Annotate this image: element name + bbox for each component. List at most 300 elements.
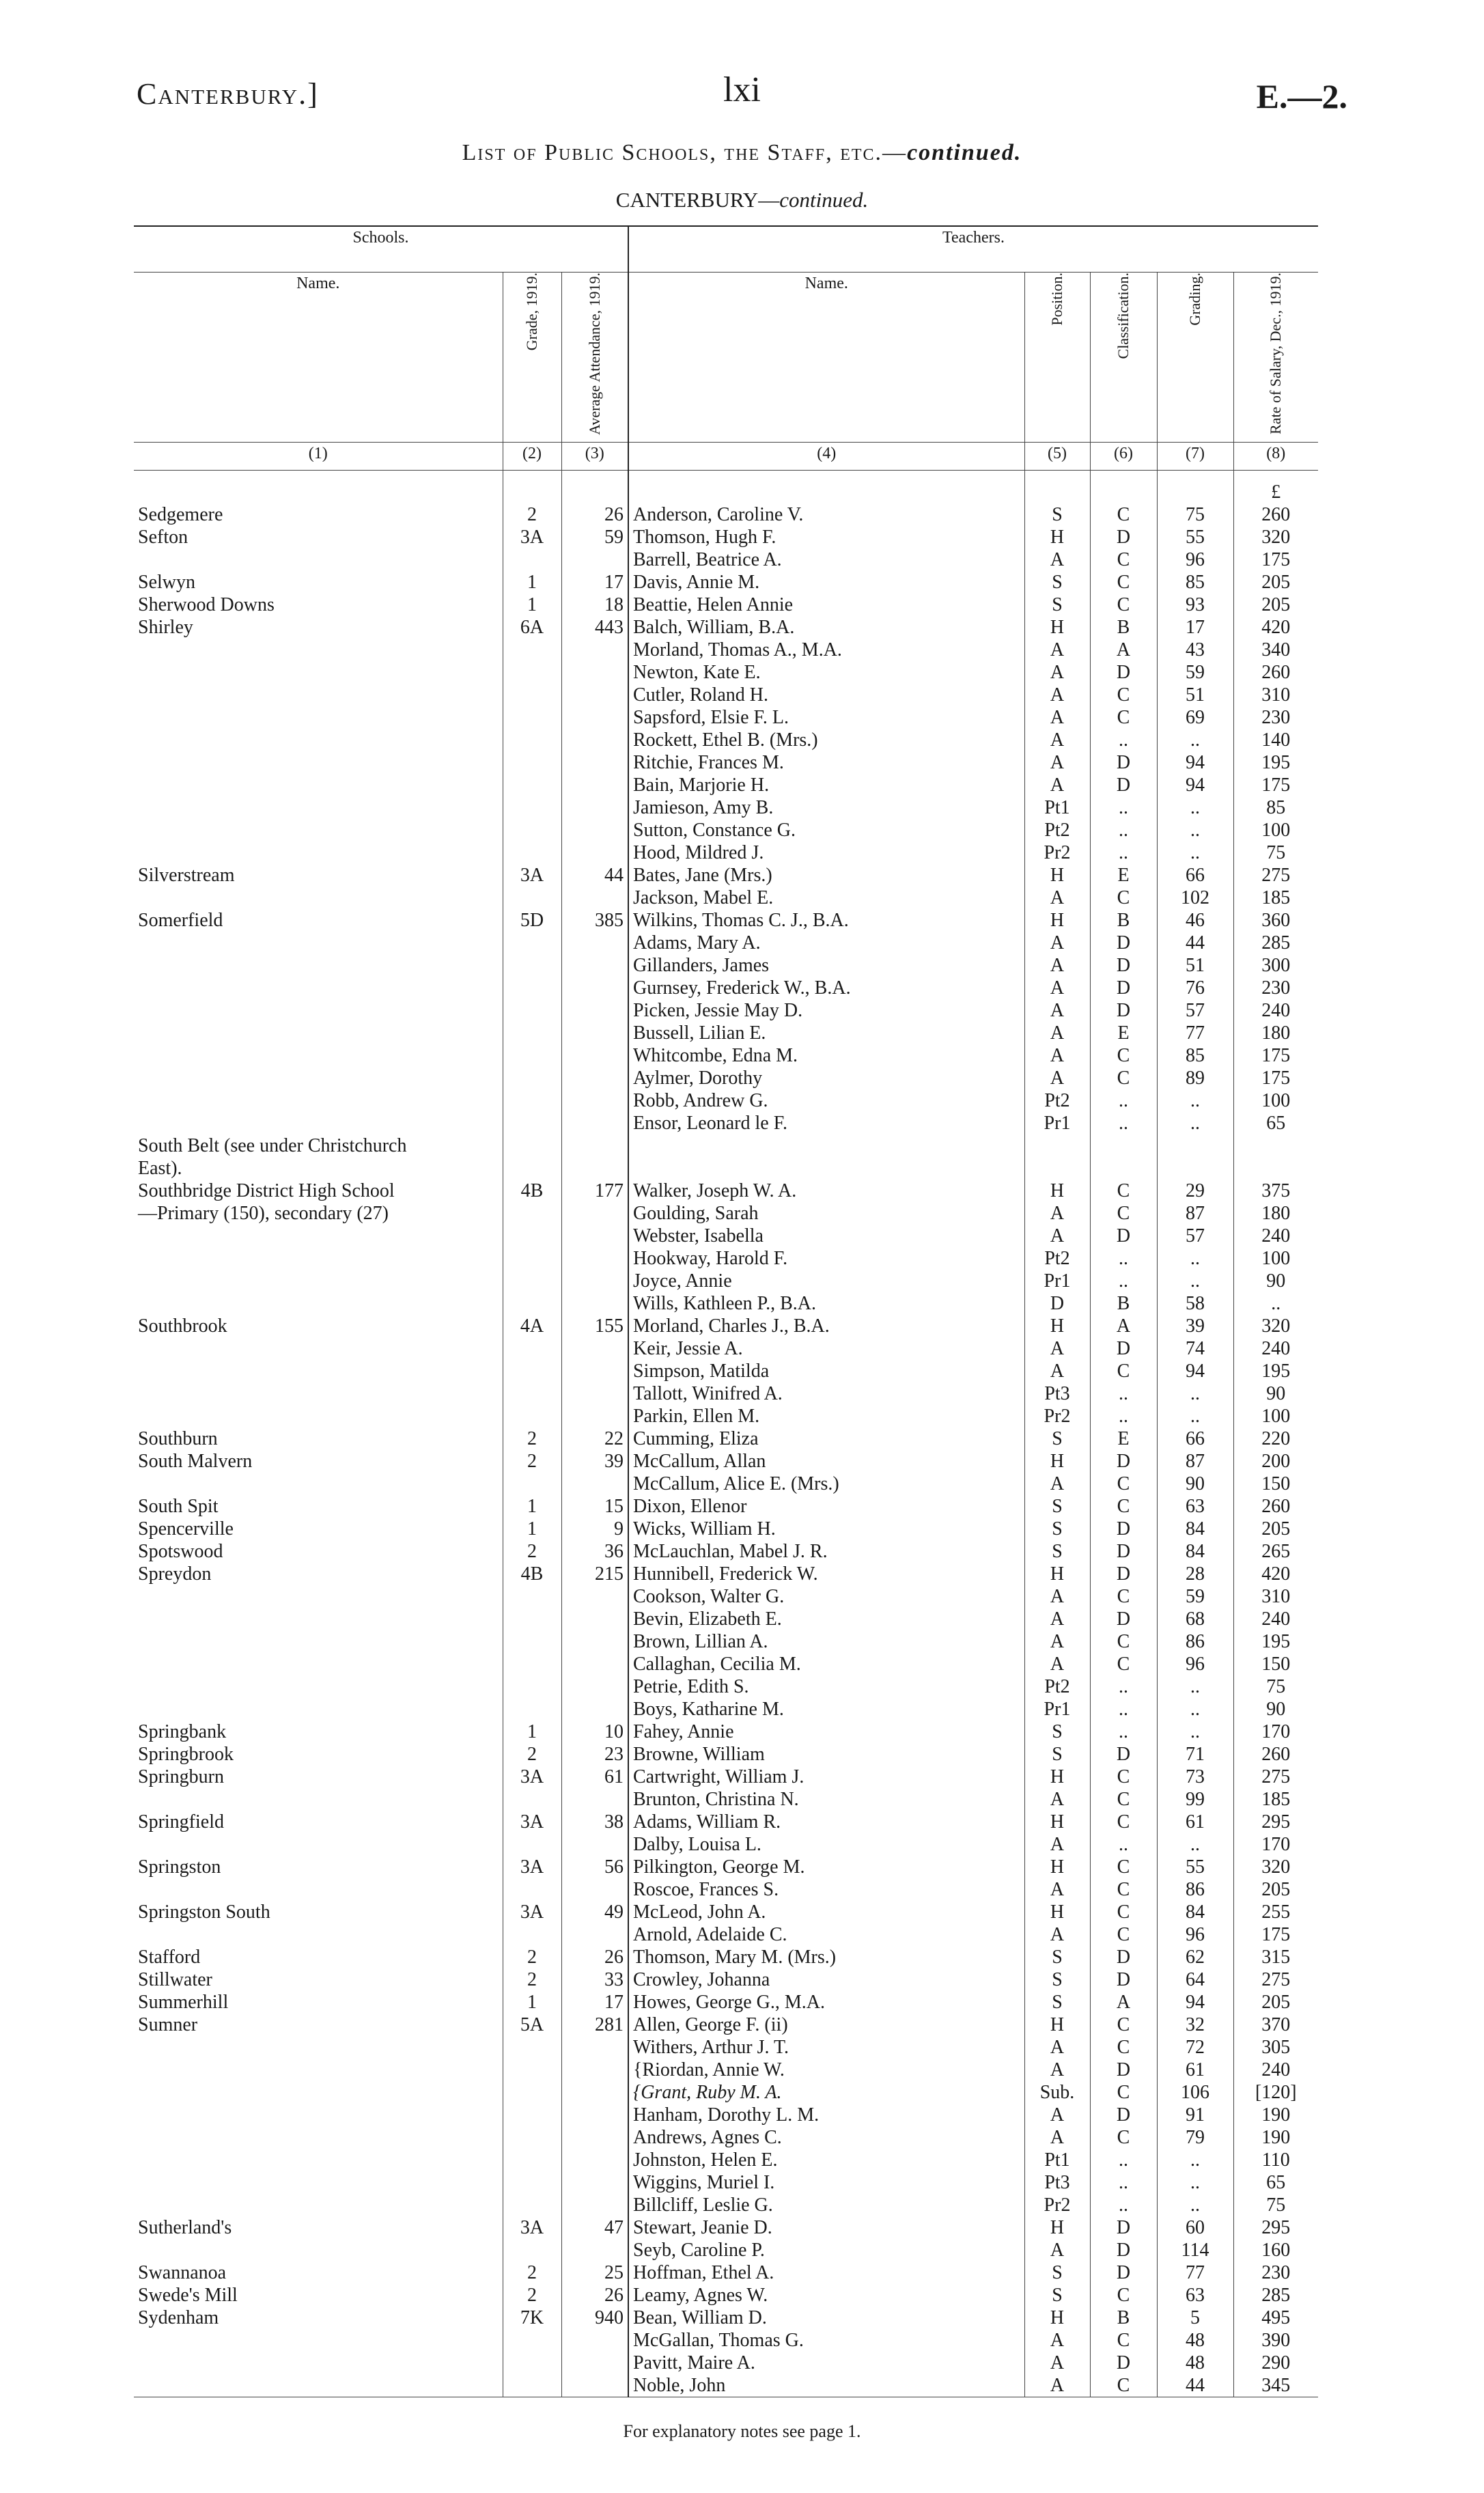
- table-row: [134, 1901, 1318, 1923]
- teacher-name: Crowley, Johanna: [628, 1968, 1024, 1991]
- teacher-grading: 66: [1157, 864, 1233, 887]
- teacher-name: Wills, Kathleen P., B.A.: [628, 1292, 1024, 1315]
- teacher-salary: 100: [1233, 819, 1318, 841]
- teacher-classification: C: [1090, 1901, 1157, 1923]
- teacher-position: H: [1024, 909, 1090, 932]
- teacher-position: S: [1024, 2284, 1090, 2307]
- teacher-salary: 150: [1233, 1653, 1318, 1675]
- school-attendance: 38: [561, 1811, 628, 1833]
- school-attendance: [561, 1157, 628, 1180]
- teacher-salary: 310: [1233, 684, 1318, 706]
- teacher-position: H: [1024, 616, 1090, 639]
- table-row: [134, 1878, 1318, 1901]
- teacher-position: S: [1024, 1540, 1090, 1563]
- teacher-name: Sapsford, Elsie F. L.: [628, 706, 1024, 729]
- teacher-name: Walker, Joseph W. A.: [628, 1180, 1024, 1202]
- teacher-grading: 72: [1157, 2036, 1233, 2059]
- teacher-grading: 87: [1157, 1450, 1233, 1473]
- school-name: [134, 774, 503, 796]
- teacher-classification: A: [1090, 639, 1157, 661]
- teacher-classification: D: [1090, 774, 1157, 796]
- table-row: [134, 977, 1318, 999]
- table-row: [134, 1766, 1318, 1788]
- table-row: [134, 1315, 1318, 1337]
- teacher-classification: D: [1090, 1450, 1157, 1473]
- teacher-salary: 420: [1233, 616, 1318, 639]
- teacher-name: Beattie, Helen Annie: [628, 594, 1024, 616]
- school-grade: [503, 887, 561, 909]
- teacher-position: A: [1024, 548, 1090, 571]
- teacher-grading: 59: [1157, 1585, 1233, 1608]
- teacher-name: Howes, George G., M.A.: [628, 1991, 1024, 2014]
- teacher-grading: ..: [1157, 729, 1233, 751]
- teacher-name: Dalby, Louisa L.: [628, 1833, 1024, 1856]
- teacher-name: Bevin, Elizabeth E.: [628, 1608, 1024, 1630]
- table-row: [134, 1382, 1318, 1405]
- school-grade: [503, 774, 561, 796]
- teacher-grading: ..: [1157, 2171, 1233, 2194]
- teacher-salary: [120]: [1233, 2081, 1318, 2104]
- teacher-grading: 64: [1157, 1968, 1233, 1991]
- school-attendance: [561, 1585, 628, 1608]
- school-attendance: 10: [561, 1721, 628, 1743]
- teacher-position: Pr1: [1024, 1698, 1090, 1721]
- teacher-classification: C: [1090, 1856, 1157, 1878]
- teacher-salary: 205: [1233, 1991, 1318, 2014]
- teacher-name: Parkin, Ellen M.: [628, 1405, 1024, 1427]
- school-grade: [503, 1382, 561, 1405]
- teacher-classification: C: [1090, 503, 1157, 526]
- teacher-name: {Grant, Ruby M. A.: [628, 2081, 1024, 2104]
- teacher-position: S: [1024, 571, 1090, 594]
- teacher-position: A: [1024, 2036, 1090, 2059]
- teacher-name: Cumming, Eliza: [628, 1427, 1024, 1450]
- teacher-salary: 75: [1233, 841, 1318, 864]
- teacher-classification: C: [1090, 548, 1157, 571]
- teacher-salary: 90: [1233, 1270, 1318, 1292]
- school-grade: 7K: [503, 2307, 561, 2329]
- teacher-classification: ..: [1090, 841, 1157, 864]
- school-attendance: [561, 1134, 628, 1157]
- school-grade: [503, 639, 561, 661]
- school-grade: [503, 2352, 561, 2374]
- school-name: Sefton: [138, 526, 188, 548]
- school-name: [134, 1630, 503, 1653]
- teacher-name: Thomson, Hugh F.: [628, 526, 1024, 548]
- teacher-salary: 200: [1233, 1450, 1318, 1473]
- teacher-salary: 195: [1233, 1360, 1318, 1382]
- teacher-position: A: [1024, 2374, 1090, 2397]
- school-grade: [503, 1608, 561, 1630]
- table-row: [134, 2104, 1318, 2126]
- school-grade: 2: [503, 503, 561, 526]
- school-name: Swede's Mill: [138, 2284, 238, 2306]
- school-name: [134, 1292, 503, 1315]
- teacher-classification: D: [1090, 661, 1157, 684]
- teacher-salary: 90: [1233, 1382, 1318, 1405]
- table-row: [134, 639, 1318, 661]
- teacher-grading: 60: [1157, 2216, 1233, 2239]
- teacher-salary: 175: [1233, 1923, 1318, 1946]
- teacher-grading: 73: [1157, 1766, 1233, 1788]
- teacher-name: Withers, Arthur J. T.: [628, 2036, 1024, 2059]
- teacher-name: Pavitt, Maire A.: [628, 2352, 1024, 2374]
- teacher-classification: ..: [1090, 819, 1157, 841]
- teacher-classification: ..: [1090, 2171, 1157, 2194]
- teacher-classification: D: [1090, 1518, 1157, 1540]
- school-name: [134, 1923, 503, 1946]
- teacher-classification: C: [1090, 2014, 1157, 2036]
- teacher-position: H: [1024, 526, 1090, 548]
- school-name: [134, 1022, 503, 1044]
- teacher-position: H: [1024, 1450, 1090, 1473]
- school-attendance: 49: [561, 1901, 628, 1923]
- teacher-salary: [1233, 1157, 1318, 1180]
- teacher-name: Arnold, Adelaide C.: [628, 1923, 1024, 1946]
- school-name: [134, 548, 503, 571]
- teacher-classification: C: [1090, 2284, 1157, 2307]
- teacher-grading: [1157, 1157, 1233, 1180]
- school-name: [134, 1473, 503, 1495]
- school-grade: [503, 1473, 561, 1495]
- school-attendance: 39: [561, 1450, 628, 1473]
- teacher-classification: D: [1090, 932, 1157, 954]
- school-name: [134, 1247, 503, 1270]
- teacher-grading: 55: [1157, 526, 1233, 548]
- teacher-classification: E: [1090, 1022, 1157, 1044]
- school-name: [134, 819, 503, 841]
- teacher-salary: 170: [1233, 1721, 1318, 1743]
- school-name: —Primary (150), secondary (27): [138, 1202, 389, 1224]
- school-attendance: [561, 2104, 628, 2126]
- teacher-grading: ..: [1157, 1247, 1233, 1270]
- teacher-name: Bain, Marjorie H.: [628, 774, 1024, 796]
- teacher-grading: 85: [1157, 1044, 1233, 1067]
- teacher-grading: 69: [1157, 706, 1233, 729]
- teacher-name: Gillanders, James: [628, 954, 1024, 977]
- school-attendance: [561, 751, 628, 774]
- teacher-classification: D: [1090, 1540, 1157, 1563]
- teacher-name: Cutler, Roland H.: [628, 684, 1024, 706]
- school-name: Sherwood Downs: [138, 594, 275, 615]
- school-name: Southburn: [138, 1427, 218, 1449]
- school-name: [134, 999, 503, 1022]
- teacher-grading: 93: [1157, 594, 1233, 616]
- col-header-grading-text: Grading.: [1186, 273, 1203, 326]
- school-name: [134, 2081, 503, 2104]
- teacher-grading: 17: [1157, 616, 1233, 639]
- teacher-classification: D: [1090, 977, 1157, 999]
- teacher-salary: 305: [1233, 2036, 1318, 2059]
- school-grade: [503, 1157, 561, 1180]
- table-row: [134, 932, 1318, 954]
- teacher-grading: 51: [1157, 954, 1233, 977]
- school-grade: 2: [503, 1540, 561, 1563]
- school-attendance: [561, 1630, 628, 1653]
- col-header-attendance: [561, 273, 628, 443]
- teacher-salary: 420: [1233, 1563, 1318, 1585]
- teacher-classification: ..: [1090, 729, 1157, 751]
- teacher-grading: 74: [1157, 1337, 1233, 1360]
- teacher-name: Jackson, Mabel E.: [628, 887, 1024, 909]
- teacher-salary: 100: [1233, 1247, 1318, 1270]
- teacher-position: Pr1: [1024, 1270, 1090, 1292]
- school-grade: [503, 1630, 561, 1653]
- teacher-name: Fahey, Annie: [628, 1721, 1024, 1743]
- teacher-position: A: [1024, 1923, 1090, 1946]
- school-name: Sydenham: [138, 2307, 219, 2328]
- school-name: Swannanoa: [138, 2261, 227, 2283]
- teacher-name: Johnston, Helen E.: [628, 2149, 1024, 2171]
- teacher-position: A: [1024, 729, 1090, 751]
- table-row: [134, 1067, 1318, 1089]
- teacher-salary: 185: [1233, 1788, 1318, 1811]
- teacher-position: A: [1024, 639, 1090, 661]
- column-number-row: [134, 442, 1318, 470]
- footer-note: For explanatory notes see page 1.: [623, 2421, 861, 2441]
- teacher-salary: 100: [1233, 1089, 1318, 1112]
- page-number: lxi: [723, 70, 761, 109]
- school-attendance: [561, 932, 628, 954]
- teacher-position: A: [1024, 1360, 1090, 1382]
- teacher-name: Brown, Lillian A.: [628, 1630, 1024, 1653]
- teacher-salary: 300: [1233, 954, 1318, 977]
- teacher-name: Dixon, Ellenor: [628, 1495, 1024, 1518]
- col-header-salary-text: Rate of Salary, Dec., 1919.: [1267, 273, 1285, 434]
- teacher-salary: 85: [1233, 796, 1318, 819]
- group-teachers: Teachers.: [628, 226, 1318, 273]
- teacher-position: A: [1024, 1585, 1090, 1608]
- school-attendance: 22: [561, 1427, 628, 1450]
- school-attendance: 155: [561, 1315, 628, 1337]
- school-attendance: [561, 2081, 628, 2104]
- school-attendance: [561, 841, 628, 864]
- table-row: [134, 1856, 1318, 1878]
- school-name: Stillwater: [138, 1968, 212, 1990]
- school-attendance: [561, 1382, 628, 1405]
- teacher-position: H: [1024, 1180, 1090, 1202]
- table-row: [134, 684, 1318, 706]
- table-row: [134, 1270, 1318, 1292]
- table-row: [134, 1833, 1318, 1856]
- teacher-grading: 99: [1157, 1788, 1233, 1811]
- teacher-name: Gurnsey, Frederick W., B.A.: [628, 977, 1024, 999]
- teacher-salary: 230: [1233, 2261, 1318, 2284]
- school-grade: 2: [503, 1743, 561, 1766]
- table-row: [134, 616, 1318, 639]
- table-row: [134, 1991, 1318, 2014]
- teacher-name: Ensor, Leonard le F.: [628, 1112, 1024, 1134]
- school-name: [134, 1653, 503, 1675]
- school-grade: [503, 796, 561, 819]
- school-attendance: 56: [561, 1856, 628, 1878]
- teacher-name: Balch, William, B.A.: [628, 616, 1024, 639]
- table-row: [134, 571, 1318, 594]
- school-name: [134, 841, 503, 864]
- school-grade: 1: [503, 1721, 561, 1743]
- school-name: Shirley: [138, 616, 193, 638]
- teacher-grading: 48: [1157, 2352, 1233, 2374]
- page-subtitle-main: CANTERBURY—: [615, 188, 780, 212]
- school-attendance: 33: [561, 1968, 628, 1991]
- teacher-classification: ..: [1090, 1405, 1157, 1427]
- table-body: [134, 503, 1318, 2397]
- school-grade: 2: [503, 1427, 561, 1450]
- teacher-salary: ..: [1233, 1292, 1318, 1315]
- teacher-position: Pr2: [1024, 841, 1090, 864]
- col-number: (4): [628, 442, 1024, 470]
- col-number: (5): [1024, 442, 1090, 470]
- school-name: Stafford: [138, 1946, 201, 1968]
- table-row: [134, 661, 1318, 684]
- teacher-position: A: [1024, 1878, 1090, 1901]
- table-row: [134, 841, 1318, 864]
- teacher-position: A: [1024, 1225, 1090, 1247]
- table-row: [134, 1540, 1318, 1563]
- table-row: [134, 1721, 1318, 1743]
- table-row: [134, 1112, 1318, 1134]
- table-row: [134, 2307, 1318, 2329]
- school-attendance: [561, 2036, 628, 2059]
- school-name: Southbrook: [138, 1315, 227, 1337]
- school-grade: [503, 729, 561, 751]
- teacher-classification: D: [1090, 1608, 1157, 1630]
- col-header-teacher-name: Name.: [628, 273, 1024, 443]
- table-row: [134, 1698, 1318, 1721]
- teacher-salary: 65: [1233, 1112, 1318, 1134]
- school-grade: [503, 2059, 561, 2081]
- teacher-salary: 230: [1233, 977, 1318, 999]
- teacher-salary: 175: [1233, 1044, 1318, 1067]
- teacher-name: Cartwright, William J.: [628, 1766, 1024, 1788]
- table-row: [134, 1202, 1318, 1225]
- teacher-position: A: [1024, 751, 1090, 774]
- table-row: [134, 1089, 1318, 1112]
- teacher-salary: 190: [1233, 2126, 1318, 2149]
- teacher-name: Hoffman, Ethel A.: [628, 2261, 1024, 2284]
- school-attendance: 940: [561, 2307, 628, 2329]
- school-attendance: 36: [561, 1540, 628, 1563]
- teacher-grading: ..: [1157, 796, 1233, 819]
- teacher-position: A: [1024, 2104, 1090, 2126]
- teacher-classification: ..: [1090, 1112, 1157, 1134]
- school-grade: [503, 751, 561, 774]
- teacher-position: Pr1: [1024, 1112, 1090, 1134]
- school-name: [134, 661, 503, 684]
- teacher-classification: ..: [1090, 1270, 1157, 1292]
- school-name: [134, 1089, 503, 1112]
- teacher-grading: ..: [1157, 1833, 1233, 1856]
- school-grade: [503, 1202, 561, 1225]
- teacher-classification: D: [1090, 1563, 1157, 1585]
- teacher-grading: ..: [1157, 1405, 1233, 1427]
- teacher-name: Allen, George F. (ii): [628, 2014, 1024, 2036]
- school-grade: 3A: [503, 864, 561, 887]
- school-attendance: 9: [561, 1518, 628, 1540]
- teacher-name: Leamy, Agnes W.: [628, 2284, 1024, 2307]
- table-row: [134, 1653, 1318, 1675]
- teacher-grading: 46: [1157, 909, 1233, 932]
- teacher-position: A: [1024, 706, 1090, 729]
- school-grade: [503, 2171, 561, 2194]
- school-name: Springston South: [138, 1901, 270, 1923]
- school-grade: [503, 1089, 561, 1112]
- school-attendance: [561, 2352, 628, 2374]
- school-attendance: [561, 1788, 628, 1811]
- col-header-salary: [1233, 273, 1318, 443]
- teacher-grading: 84: [1157, 1518, 1233, 1540]
- teacher-grading: 77: [1157, 2261, 1233, 2284]
- teacher-salary: 275: [1233, 1968, 1318, 1991]
- school-grade: [503, 1044, 561, 1067]
- school-name: Summerhill: [138, 1991, 229, 2013]
- teacher-grading: ..: [1157, 1270, 1233, 1292]
- school-grade: [503, 1292, 561, 1315]
- school-attendance: 17: [561, 1991, 628, 2014]
- teacher-classification: ..: [1090, 1675, 1157, 1698]
- school-name: South Belt (see under Christchurch: [138, 1134, 407, 1156]
- teacher-classification: C: [1090, 1067, 1157, 1089]
- school-attendance: 177: [561, 1180, 628, 1202]
- school-attendance: [561, 887, 628, 909]
- teacher-classification: ..: [1090, 796, 1157, 819]
- table-row: [134, 1427, 1318, 1450]
- teacher-position: A: [1024, 2239, 1090, 2261]
- table-row: [134, 1811, 1318, 1833]
- school-name: [134, 1405, 503, 1427]
- school-attendance: 281: [561, 2014, 628, 2036]
- teacher-grading: 57: [1157, 1225, 1233, 1247]
- teacher-grading: ..: [1157, 1089, 1233, 1112]
- school-name: [134, 1382, 503, 1405]
- teacher-position: S: [1024, 1495, 1090, 1518]
- school-name: [134, 1360, 503, 1382]
- teacher-position: A: [1024, 1653, 1090, 1675]
- school-grade: [503, 1022, 561, 1044]
- teacher-name: Tallott, Winifred A.: [628, 1382, 1024, 1405]
- teacher-grading: ..: [1157, 819, 1233, 841]
- teacher-salary: 320: [1233, 1315, 1318, 1337]
- school-grade: [503, 1405, 561, 1427]
- teacher-classification: C: [1090, 1360, 1157, 1382]
- teacher-salary: 100: [1233, 1405, 1318, 1427]
- school-name: Selwyn: [138, 571, 195, 593]
- col-header-school-name: Name.: [134, 273, 503, 443]
- teacher-salary: 285: [1233, 932, 1318, 954]
- teacher-grading: 94: [1157, 774, 1233, 796]
- school-attendance: [561, 1608, 628, 1630]
- school-grade: 3A: [503, 1811, 561, 1833]
- teacher-grading: ..: [1157, 1698, 1233, 1721]
- table-row: [134, 503, 1318, 526]
- table-row: [134, 2014, 1318, 2036]
- table-row: [134, 548, 1318, 571]
- school-name: Springfield: [138, 1811, 224, 1833]
- teacher-name: Keir, Jessie A.: [628, 1337, 1024, 1360]
- teacher-position: H: [1024, 2216, 1090, 2239]
- teacher-classification: C: [1090, 1495, 1157, 1518]
- school-attendance: [561, 2194, 628, 2216]
- school-name: East).: [138, 1157, 182, 1179]
- teacher-name: Bussell, Lilian E.: [628, 1022, 1024, 1044]
- school-name: Springbank: [138, 1721, 227, 1742]
- teacher-name: McLeod, John A.: [628, 1901, 1024, 1923]
- teacher-classification: C: [1090, 1585, 1157, 1608]
- school-attendance: [561, 819, 628, 841]
- teacher-classification: C: [1090, 1788, 1157, 1811]
- teacher-salary: 375: [1233, 1180, 1318, 1202]
- teacher-grading: 29: [1157, 1180, 1233, 1202]
